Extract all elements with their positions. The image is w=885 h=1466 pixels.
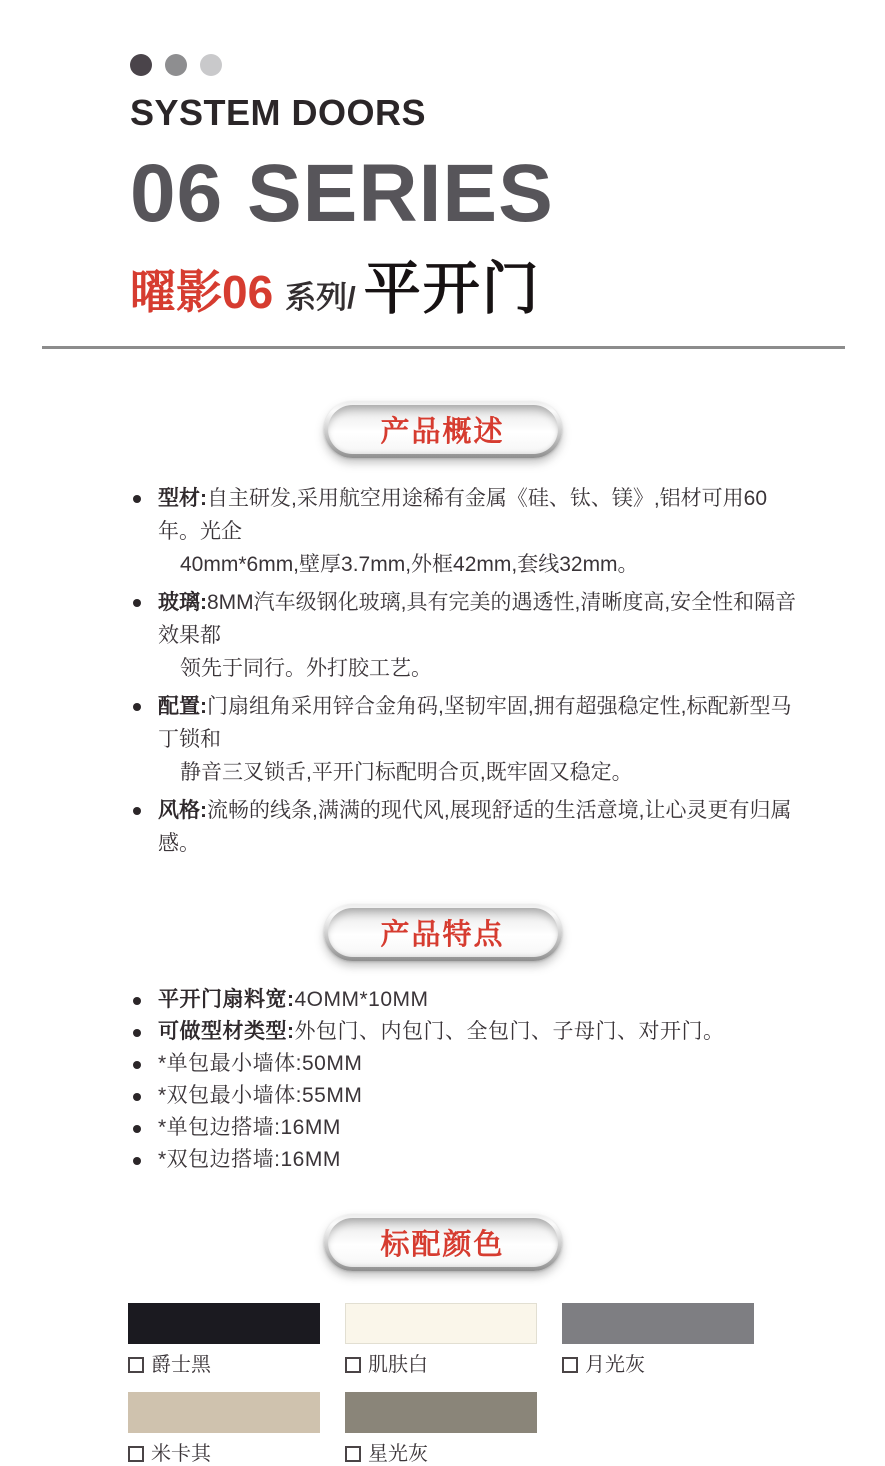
checkbox-icon <box>345 1357 361 1373</box>
series-subtitle-row <box>130 257 885 321</box>
list-item <box>133 1048 797 1080</box>
item-label: 可做型材类型: <box>158 1020 295 1043</box>
color-chip <box>345 1303 537 1344</box>
color-label-row <box>345 1442 537 1466</box>
header-divider <box>42 346 845 349</box>
item-text: 8MM汽车级钢化玻璃,具有完美的遇透性,清晰度高,安全性和隔音效果都 <box>158 591 797 647</box>
features-list <box>133 984 797 1176</box>
section-heading-colors: 标配颜色 <box>380 1229 505 1261</box>
list-item-content <box>158 984 429 1016</box>
section-heading-features: 产品特点 <box>380 919 505 951</box>
bullet-icon <box>133 1125 141 1133</box>
dot-icon <box>165 54 187 76</box>
item-text-line2: 40mm*6mm,壁厚3.7mm,外框42mm,套线32mm。 <box>180 553 639 576</box>
item-label: 配置: <box>158 695 207 718</box>
dot-icon <box>200 54 222 76</box>
section-pill-overview <box>324 401 562 458</box>
item-text: *双包边搭墙:16MM <box>158 1148 341 1171</box>
bullet-icon <box>133 807 141 815</box>
series-title: 06 SERIES <box>130 148 554 239</box>
item-text-line2: 静音三叉锁舌,平开门标配明合页,既牢固又稳定。 <box>180 761 633 784</box>
list-item <box>133 586 797 685</box>
dot-icon <box>130 54 152 76</box>
item-text: 门扇组角采用锌合金角码,坚韧牢固,拥有超强稳定性,标配新型马丁锁和 <box>158 695 792 751</box>
section-heading-overview: 产品概述 <box>380 416 505 448</box>
item-text: *单包最小墙体:50MM <box>158 1052 363 1075</box>
item-text: 4OMM*10MM <box>294 988 429 1011</box>
bullet-icon <box>133 495 141 503</box>
bullet-icon <box>133 997 141 1005</box>
color-swatch-cell <box>562 1303 754 1377</box>
list-item <box>133 1080 797 1112</box>
item-text: *单包边搭墙:16MM <box>158 1116 341 1139</box>
list-item <box>133 984 797 1016</box>
overview-list <box>133 482 797 860</box>
bullet-icon <box>133 1029 141 1037</box>
section-pill-inner <box>328 405 558 454</box>
pagination-dots <box>130 54 885 76</box>
list-item-content <box>158 1016 725 1048</box>
color-label-row <box>128 1442 320 1466</box>
color-name: 星光灰 <box>368 1443 428 1465</box>
list-item-content <box>158 794 797 860</box>
item-label: 平开门扇料宽: <box>158 988 295 1011</box>
checkbox-icon <box>128 1357 144 1373</box>
color-name: 米卡其 <box>151 1443 211 1465</box>
color-name: 月光灰 <box>585 1354 645 1376</box>
list-item-content <box>158 482 797 581</box>
color-chip <box>562 1303 754 1344</box>
list-item-content <box>158 1112 341 1144</box>
list-item <box>133 690 797 789</box>
bullet-icon <box>133 1157 141 1165</box>
item-text-line2: 领先于同行。外打胶工艺。 <box>180 657 432 680</box>
bullet-icon <box>133 1093 141 1101</box>
color-name: 爵士黑 <box>151 1354 211 1376</box>
series-label: 系列/ <box>285 280 356 315</box>
color-name: 肌肤白 <box>368 1354 428 1376</box>
checkbox-icon <box>562 1357 578 1373</box>
color-swatch-grid <box>128 1303 788 1466</box>
color-chip <box>128 1392 320 1433</box>
brand-subtitle: SYSTEM DOORS <box>130 92 427 133</box>
list-item-content <box>158 586 797 685</box>
bullet-icon <box>133 703 141 711</box>
checkbox-icon <box>128 1446 144 1462</box>
product-name: 平开门 <box>363 257 541 321</box>
color-swatch-cell <box>345 1303 537 1377</box>
section-pill-features <box>324 904 562 961</box>
color-label-row <box>345 1353 537 1377</box>
item-text: 流畅的线条,满满的现代风,展现舒适的生活意境,让心灵更有归属感。 <box>158 799 792 855</box>
list-item <box>133 1112 797 1144</box>
list-item-content <box>158 1080 362 1112</box>
item-text: *双包最小墙体:55MM <box>158 1084 363 1107</box>
list-item <box>133 1144 797 1176</box>
item-label: 玻璃: <box>158 591 207 614</box>
item-text: 外包门、内包门、全包门、子母门、对开门。 <box>294 1020 725 1043</box>
color-label-row <box>562 1353 754 1377</box>
checkbox-icon <box>345 1446 361 1462</box>
list-item <box>133 1016 797 1048</box>
list-item <box>133 482 797 581</box>
series-name-red: 曜影06 <box>130 266 274 318</box>
bullet-icon <box>133 1061 141 1069</box>
color-label-row <box>128 1353 320 1377</box>
section-pill-inner <box>328 1218 558 1267</box>
item-label: 型材: <box>158 487 207 510</box>
list-item-content <box>158 1144 341 1176</box>
color-chip <box>345 1392 537 1433</box>
list-item-content <box>158 1048 362 1080</box>
color-chip <box>128 1303 320 1344</box>
page-header <box>0 0 885 321</box>
bullet-icon <box>133 599 141 607</box>
section-pill-colors <box>324 1214 562 1271</box>
color-swatch-cell <box>128 1392 320 1466</box>
section-pill-inner <box>328 908 558 957</box>
color-swatch-cell <box>345 1392 537 1466</box>
color-swatch-cell <box>128 1303 320 1377</box>
item-text: 自主研发,采用航空用途稀有金属《硅、钛、镁》,铝材可用60年。光企 <box>158 487 768 543</box>
list-item-content <box>158 690 797 789</box>
list-item <box>133 794 797 860</box>
item-label: 风格: <box>158 799 207 822</box>
